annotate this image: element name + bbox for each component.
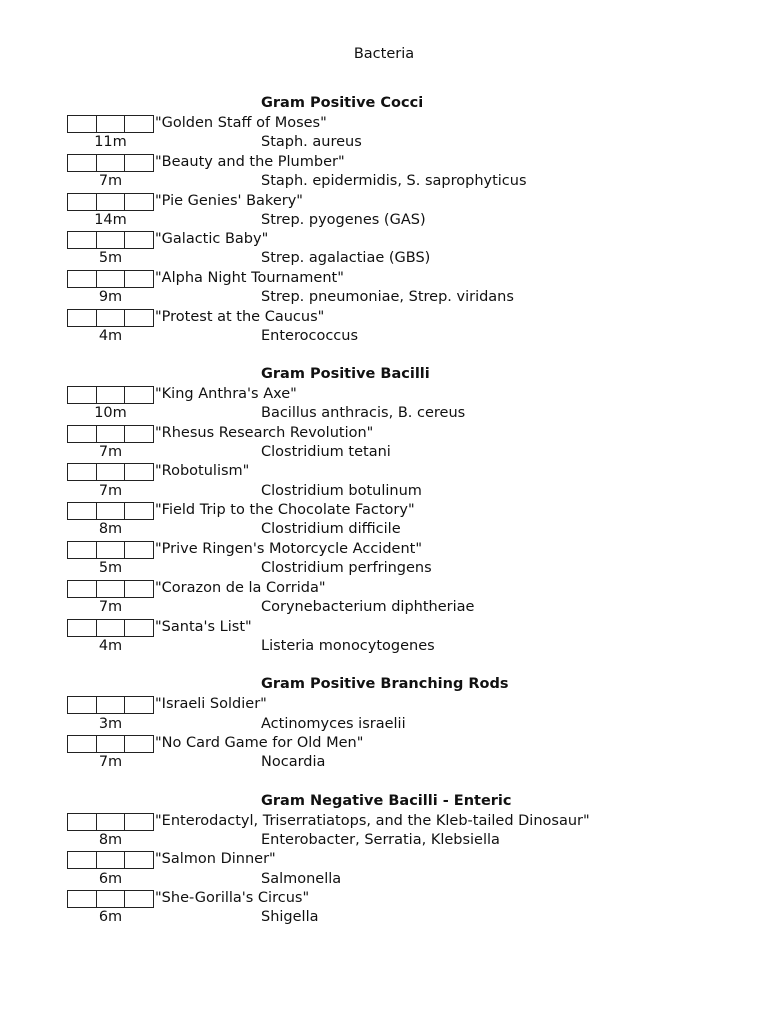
checkbox-group[interactable]: [67, 502, 154, 520]
entry-time: 6m: [98, 871, 123, 887]
checkbox[interactable]: [67, 619, 97, 637]
entry-organism: Clostridium botulinum: [261, 483, 422, 499]
checkbox[interactable]: [125, 386, 154, 404]
entry-title: "Alpha Night Tournament": [155, 270, 344, 286]
entry-time: 7m: [98, 599, 123, 615]
entry-organism: Clostridium tetani: [261, 444, 391, 460]
checkbox-group[interactable]: [67, 231, 154, 249]
checkbox[interactable]: [125, 309, 154, 327]
checkbox-group[interactable]: [67, 696, 154, 714]
checkbox[interactable]: [97, 502, 126, 520]
checkbox-group[interactable]: [67, 386, 154, 404]
checkbox-group[interactable]: [67, 541, 154, 559]
checkbox[interactable]: [67, 541, 97, 559]
checkbox-group[interactable]: [67, 154, 154, 172]
checkbox-group[interactable]: [67, 619, 154, 637]
section-heading: Gram Positive Branching Rods: [261, 676, 509, 692]
entry-title: "Robotulism": [155, 463, 250, 479]
entry-organism: Staph. aureus: [261, 134, 362, 150]
entry-organism: Clostridium difficile: [261, 521, 401, 537]
entry-time: 5m: [98, 250, 123, 266]
checkbox[interactable]: [67, 580, 97, 598]
checkbox[interactable]: [97, 231, 126, 249]
entry-title: "Rhesus Research Revolution": [155, 425, 374, 441]
checkbox[interactable]: [125, 231, 154, 249]
checkbox-group[interactable]: [67, 115, 154, 133]
checkbox-group[interactable]: [67, 813, 154, 831]
checkbox[interactable]: [125, 580, 154, 598]
checkbox[interactable]: [97, 619, 126, 637]
checkbox[interactable]: [125, 890, 154, 908]
checkbox[interactable]: [125, 502, 154, 520]
entry-organism: Corynebacterium diphtheriae: [261, 599, 475, 615]
entry-time: 5m: [98, 560, 123, 576]
entry-time: 7m: [98, 173, 123, 189]
checkbox[interactable]: [97, 541, 126, 559]
checkbox[interactable]: [67, 851, 97, 869]
checkbox[interactable]: [97, 463, 126, 481]
checkbox-group[interactable]: [67, 851, 154, 869]
entry-title: "Enterodactyl, Triserratiatops, and the Kleb-tailed Dinosaur": [155, 813, 590, 829]
checkbox-group[interactable]: [67, 270, 154, 288]
entry-time: 8m: [98, 832, 123, 848]
entry-time: 14m: [94, 212, 127, 228]
checkbox[interactable]: [125, 851, 154, 869]
entry-time: 4m: [98, 328, 123, 344]
checkbox-group[interactable]: [67, 580, 154, 598]
checkbox-group[interactable]: [67, 425, 154, 443]
checkbox[interactable]: [97, 193, 126, 211]
section-heading: Gram Positive Cocci: [261, 95, 424, 111]
entry-organism: Staph. epidermidis, S. saprophyticus: [261, 173, 527, 189]
entry-time: 8m: [98, 521, 123, 537]
checkbox[interactable]: [125, 463, 154, 481]
entry-time: 9m: [98, 289, 123, 305]
entry-time: 11m: [94, 134, 127, 150]
checkbox[interactable]: [97, 115, 126, 133]
checkbox-group[interactable]: [67, 890, 154, 908]
entry-organism: Salmonella: [261, 871, 342, 887]
entry-title: "King Anthra's Axe": [155, 386, 297, 402]
checkbox[interactable]: [67, 231, 97, 249]
checkbox[interactable]: [125, 193, 154, 211]
entry-title: "Galactic Baby": [155, 231, 269, 247]
checkbox[interactable]: [125, 735, 154, 753]
checkbox[interactable]: [67, 735, 97, 753]
entry-title: "Prive Ringen's Motorcycle Accident": [155, 541, 422, 557]
checkbox[interactable]: [67, 890, 97, 908]
entry-time: 6m: [98, 909, 123, 925]
entry-title: "Israeli Soldier": [155, 696, 267, 712]
entry-organism: Clostridium perfringens: [261, 560, 432, 576]
checkbox-group[interactable]: [67, 193, 154, 211]
checkbox[interactable]: [97, 890, 126, 908]
entry-title: "Santa's List": [155, 619, 252, 635]
entry-organism: Shigella: [261, 909, 319, 925]
checkbox[interactable]: [67, 115, 97, 133]
checkbox[interactable]: [125, 115, 154, 133]
checkbox[interactable]: [125, 619, 154, 637]
checkbox[interactable]: [67, 696, 97, 714]
entry-title: "Protest at the Caucus": [155, 309, 325, 325]
checkbox[interactable]: [67, 154, 97, 172]
section-heading: Gram Negative Bacilli - Enteric: [261, 793, 512, 809]
checkbox[interactable]: [97, 309, 126, 327]
entry-title: "No Card Game for Old Men": [155, 735, 364, 751]
checkbox[interactable]: [97, 735, 126, 753]
entry-organism: Actinomyces israelii: [261, 716, 406, 732]
checkbox[interactable]: [97, 154, 126, 172]
checkbox[interactable]: [67, 309, 97, 327]
checkbox[interactable]: [67, 813, 97, 831]
checkbox[interactable]: [125, 425, 154, 443]
entry-organism: Enterococcus: [261, 328, 359, 344]
entry-title: "Corazon de la Corrida": [155, 580, 326, 596]
entry-organism: Bacillus anthracis, B. cereus: [261, 405, 466, 421]
checkbox[interactable]: [97, 270, 126, 288]
checkbox[interactable]: [125, 154, 154, 172]
entry-organism: Enterobacter, Serratia, Klebsiella: [261, 832, 500, 848]
checkbox-group[interactable]: [67, 309, 154, 327]
entry-time: 3m: [98, 716, 123, 732]
checkbox[interactable]: [97, 425, 126, 443]
entry-time: 7m: [98, 754, 123, 770]
checkbox[interactable]: [67, 463, 97, 481]
checkbox[interactable]: [125, 270, 154, 288]
checkbox[interactable]: [67, 270, 97, 288]
entry-title: "Golden Staff of Moses": [155, 115, 327, 131]
entry-organism: Strep. pneumoniae, Strep. viridans: [261, 289, 514, 305]
checkbox[interactable]: [67, 425, 97, 443]
entry-title: "She-Gorilla's Circus": [155, 890, 310, 906]
checkbox-group[interactable]: [67, 735, 154, 753]
entry-time: 4m: [98, 638, 123, 654]
checkbox[interactable]: [97, 851, 126, 869]
checkbox[interactable]: [97, 386, 126, 404]
checkbox-group[interactable]: [67, 463, 154, 481]
checkbox[interactable]: [125, 813, 154, 831]
entry-title: "Pie Genies' Bakery": [155, 193, 303, 209]
entry-title: "Salmon Dinner": [155, 851, 276, 867]
checkbox[interactable]: [125, 696, 154, 714]
checkbox[interactable]: [67, 502, 97, 520]
entry-time: 10m: [94, 405, 127, 421]
entry-organism: Nocardia: [261, 754, 326, 770]
entry-title: "Field Trip to the Chocolate Factory": [155, 502, 415, 518]
entry-organism: Strep. pyogenes (GAS): [261, 212, 426, 228]
entry-time: 7m: [98, 444, 123, 460]
checkbox[interactable]: [97, 813, 126, 831]
checkbox[interactable]: [97, 580, 126, 598]
page-title: Bacteria: [353, 46, 415, 62]
section-heading: Gram Positive Bacilli: [261, 366, 430, 382]
checkbox[interactable]: [67, 193, 97, 211]
checkbox[interactable]: [97, 696, 126, 714]
checkbox[interactable]: [125, 541, 154, 559]
entry-title: "Beauty and the Plumber": [155, 154, 345, 170]
entry-time: 7m: [98, 483, 123, 499]
entry-organism: Listeria monocytogenes: [261, 638, 435, 654]
entry-organism: Strep. agalactiae (GBS): [261, 250, 431, 266]
checkbox[interactable]: [67, 386, 97, 404]
